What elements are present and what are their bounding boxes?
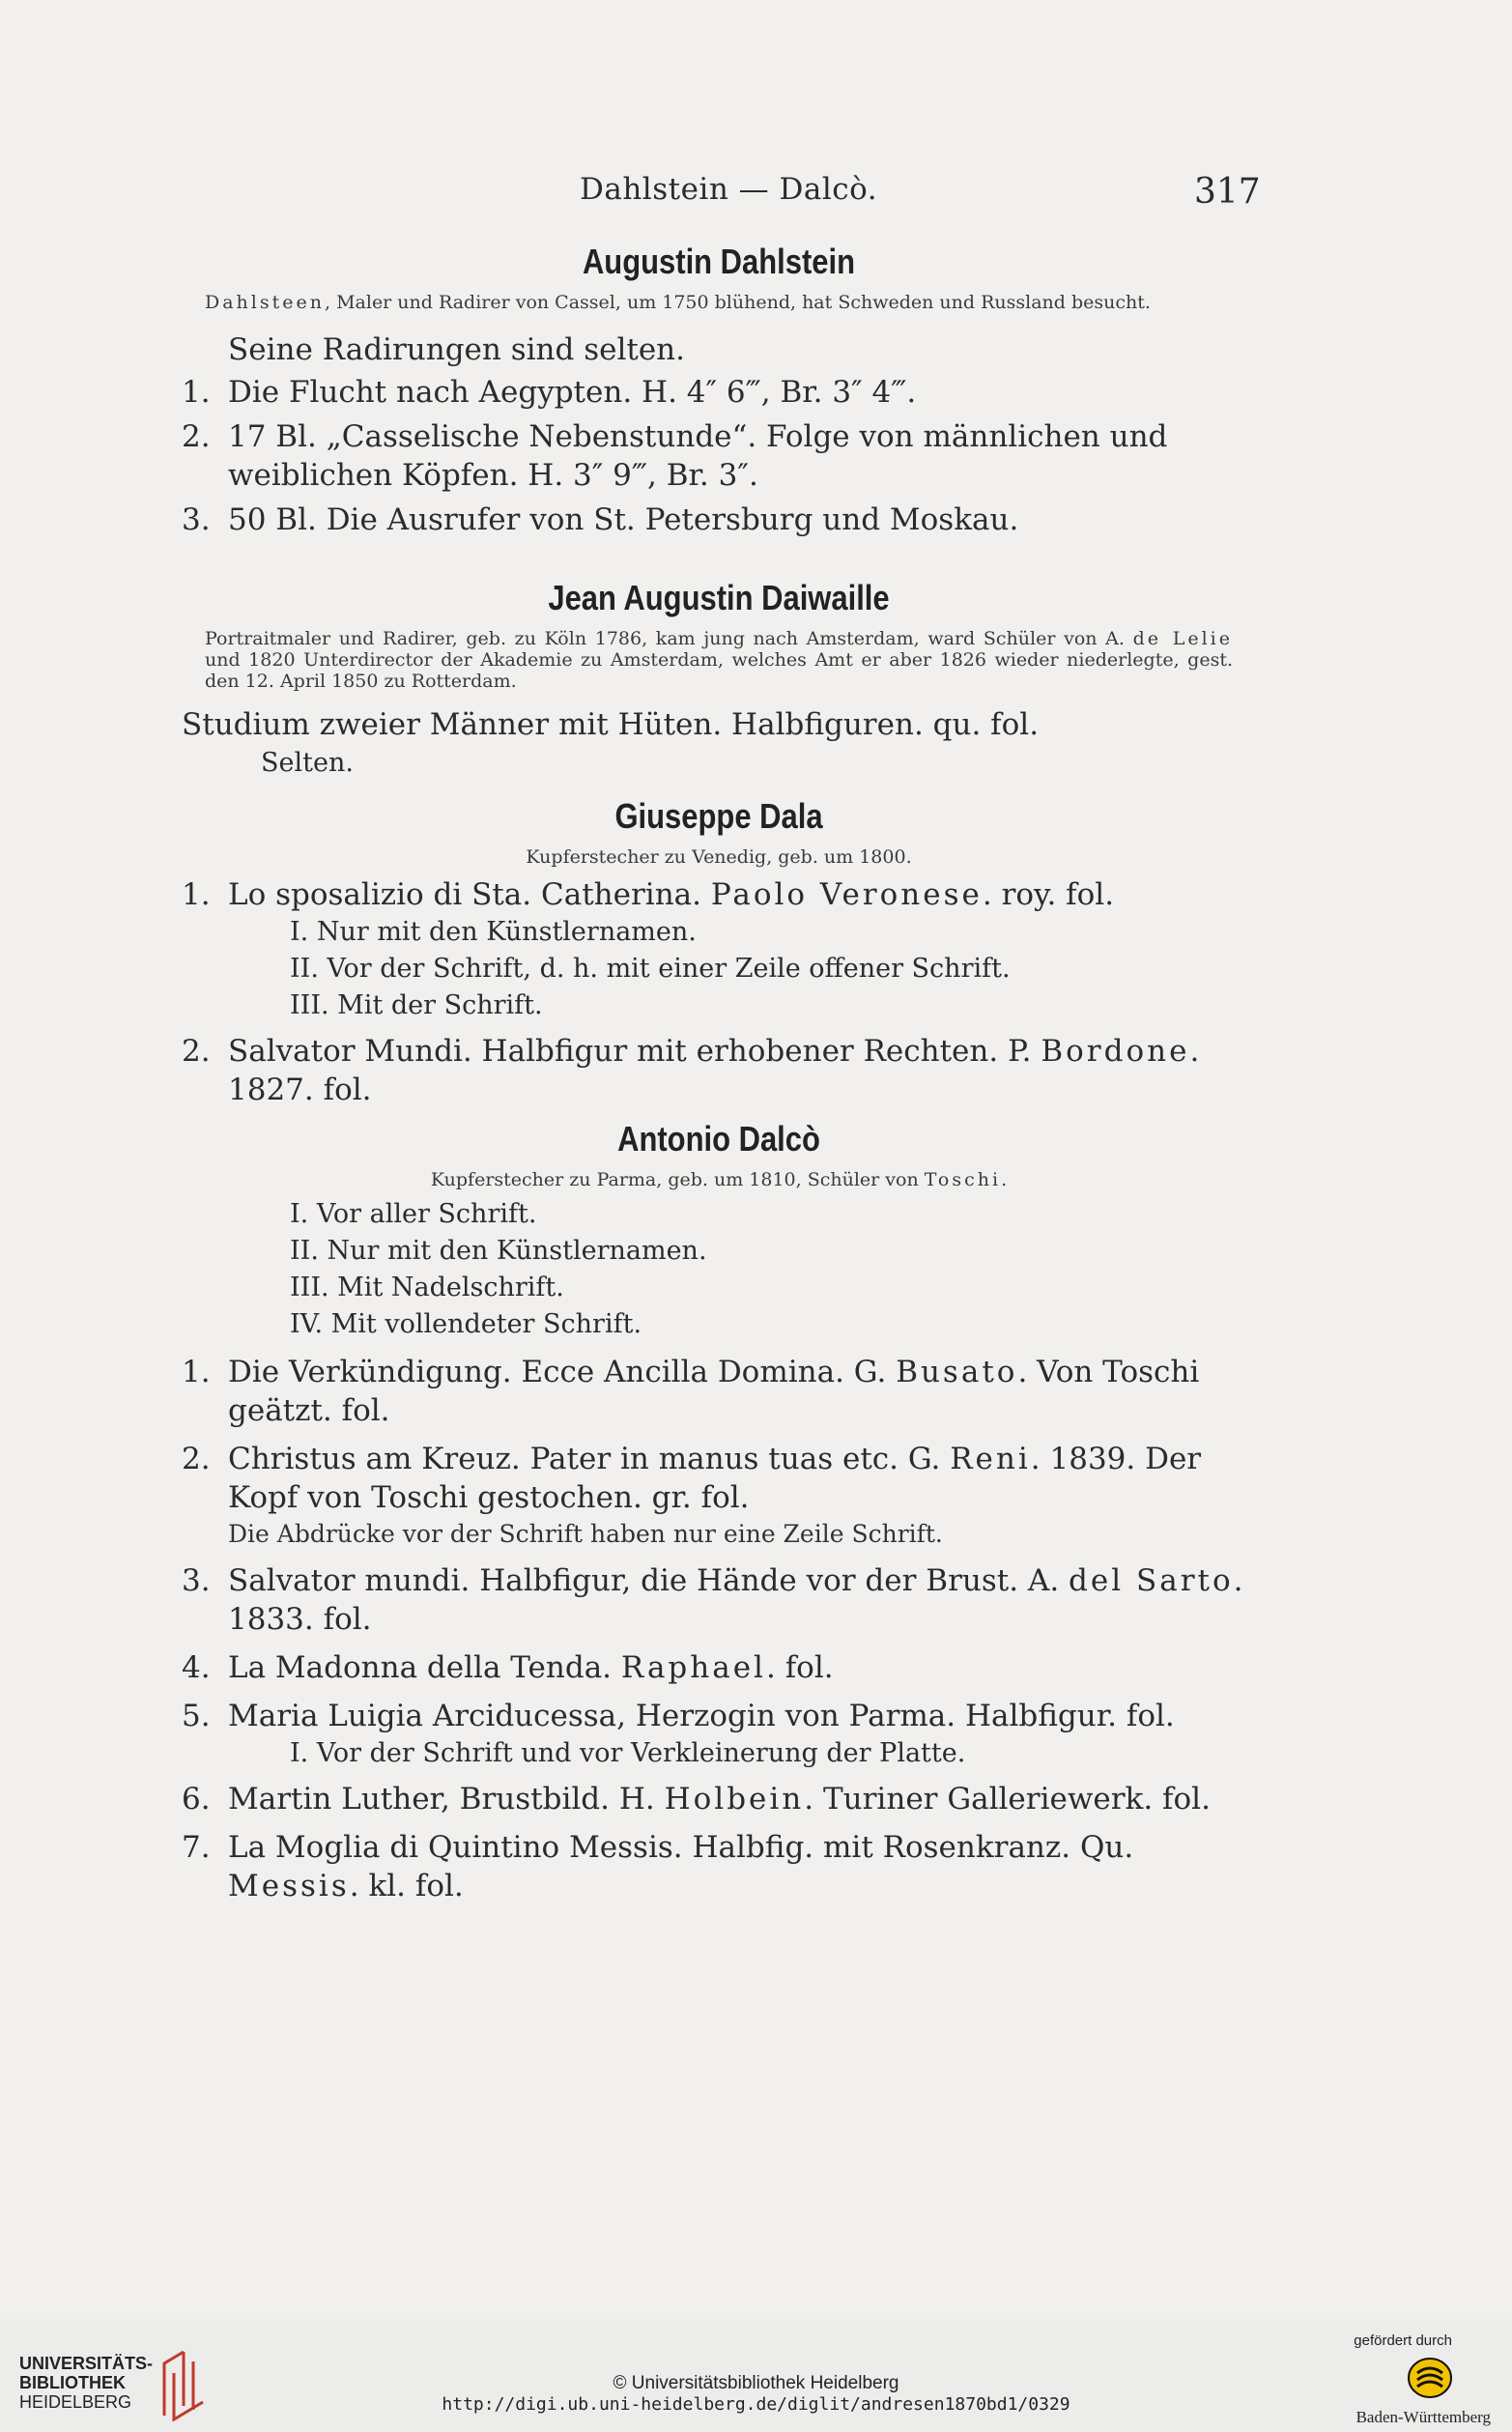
bio-text: .	[1001, 1169, 1008, 1190]
catalog-entry	[182, 1697, 1256, 1735]
entry-text: . fol.	[765, 1650, 834, 1685]
artist-heading: Augustin Dahlstein	[582, 242, 856, 281]
catalog-entry	[182, 417, 1256, 495]
print-state: III. Mit Nadelschrift.	[290, 1273, 564, 1302]
catalog-entry	[182, 1828, 1256, 1905]
catalog-entry	[182, 1561, 1256, 1639]
entry-text: Salvator mundi. Halbfigur, die Hände vor der Brust. A.	[228, 1563, 1070, 1598]
catalog-entry	[182, 1440, 1256, 1517]
bio-text: Portraitmaler und Radirer, geb. zu Köln 1786, kam jung nach Amsterdam, ward Schüler von A.	[205, 628, 1133, 649]
bio-name: Dahlsteen	[205, 292, 325, 313]
entry-number: 2.	[182, 1034, 211, 1069]
entry-text: Martin Luther, Brustbild. H.	[228, 1782, 665, 1817]
entry-text: La Madonna della Tenda.	[228, 1650, 621, 1685]
entry-number: 2.	[182, 1442, 211, 1476]
print-state: III. Mit der Schrift.	[290, 990, 543, 1020]
engraver-name: Raphael	[620, 1650, 766, 1685]
library-line: UNIVERSITÄTS-	[19, 2354, 154, 2373]
digital-library-footer	[0, 2319, 1512, 2432]
engraver-name: del Sarto	[1069, 1563, 1234, 1598]
entry-text: . kl. fol.	[349, 1869, 464, 1903]
entry-text: Christus am Kreuz. Pater in manus tuas etc. G.	[228, 1442, 951, 1476]
entry-number: 3.	[182, 1563, 211, 1598]
engraver-name: Holbein	[664, 1782, 805, 1817]
library-line: BIBLIOTHEK	[19, 2373, 126, 2392]
catalog-entry	[182, 875, 1256, 914]
entry-text: La Moglia di Quintino Messis. Halbfig. mit Rosenkranz. Qu.	[228, 1830, 1134, 1865]
catalog-entry	[182, 1353, 1256, 1430]
bio-text: Kupferstecher zu Parma, geb. um 1810, Schüler von	[430, 1169, 925, 1190]
artist-heading: Giuseppe Dala	[614, 796, 823, 836]
library-line: HEIDELBERG	[19, 2392, 132, 2412]
entry-note: Die Abdrücke vor der Schrift haben nur eine Zeile Schrift.	[228, 1520, 943, 1548]
catalog-line: Studium zweier Männer mit Hüten. Halbfiguren. qu. fol.	[182, 707, 1040, 742]
catalog-entry	[182, 1032, 1256, 1109]
entry-number: 1.	[182, 1355, 211, 1389]
artist-bio	[205, 628, 1233, 692]
entry-text: Salvator Mundi. Halbfigur mit erhobener Rechten. P.	[228, 1034, 1041, 1069]
entry-text: . 1833. fol.	[228, 1563, 1243, 1637]
permalink[interactable]: http://digi.ub.uni-heidelberg.de/diglit/andresen1870bd1/0329	[442, 2394, 1070, 2415]
engraver-name: Bordone	[1041, 1034, 1190, 1069]
entry-text: . Turiner Galleriewerk. fol.	[804, 1782, 1211, 1817]
entry-text: . 1827. fol.	[228, 1034, 1200, 1107]
entry-number: 5.	[182, 1699, 211, 1733]
entry-text: 17 Bl. „Casselische Nebenstunde“. Folge von männlichen und weiblichen Köpfen. H. 3″ 9‴, Br. 3″.	[228, 419, 1168, 493]
entry-number: 2.	[182, 419, 211, 454]
copyright-text: © Universitätsbibliothek Heidelberg	[613, 2373, 899, 2393]
entry-text: Lo sposalizio di Sta. Catherina.	[228, 877, 711, 912]
print-state: IV. Mit vollendeter Schrift.	[290, 1309, 642, 1339]
bio-text: , Maler und Radirer von Cassel, um 1750 blühend, hat Schweden und Russland besucht.	[325, 292, 1151, 313]
funded-by-label: gefördert durch	[1354, 2332, 1452, 2349]
entry-text: 50 Bl. Die Ausrufer von St. Petersburg und Moskau.	[228, 502, 1019, 537]
intro-line: Seine Radirungen sind selten.	[228, 332, 685, 367]
entry-text: Die Verkündigung. Ecce Ancilla Domina. G.	[228, 1355, 897, 1389]
catalog-entry	[182, 501, 1256, 539]
page-body	[182, 242, 1256, 1905]
entry-number: 1.	[182, 375, 211, 410]
state-name: Baden-Württemberg	[1355, 2408, 1491, 2426]
bio-name: Toschi	[924, 1169, 1002, 1190]
running-head	[0, 172, 1512, 220]
print-state: I. Vor aller Schrift.	[290, 1199, 537, 1229]
print-state: II. Vor der Schrift, d. h. mit einer Zeile offener Schrift.	[290, 954, 1011, 984]
catalog-entry	[182, 373, 1256, 412]
artist-bio: Kupferstecher zu Venedig, geb. um 1800.	[526, 846, 912, 868]
bio-name: de Lelie	[1132, 628, 1233, 649]
state-crest-icon	[1406, 2354, 1454, 2407]
catalog-entry	[182, 1648, 1256, 1687]
entry-number: 4.	[182, 1650, 211, 1685]
engraver-name: Paolo Veronese	[710, 877, 983, 912]
entry-text: . 1839. Der Kopf von Toschi gestochen. gr. fol.	[228, 1442, 1202, 1515]
print-state: I. Nur mit den Künstlernamen.	[290, 917, 697, 947]
print-state: II. Nur mit den Künstlernamen.	[290, 1236, 707, 1266]
engraver-name: Busato	[896, 1355, 1018, 1389]
catalog-entry	[182, 1780, 1256, 1818]
entry-number: 7.	[182, 1830, 211, 1865]
artist-bio	[205, 1169, 1233, 1190]
artist-bio	[205, 292, 1233, 313]
entry-text: . Von Toschi geätzt. fol.	[228, 1355, 1200, 1428]
entry-note: I. Vor der Schrift und vor Verkleinerung der Platte.	[290, 1738, 966, 1768]
entry-number: 1.	[182, 877, 211, 912]
artist-heading: Jean Augustin Daiwaille	[548, 578, 890, 617]
entry-number: 6.	[182, 1782, 211, 1817]
running-title: Dahlstein — Dalcò.	[580, 172, 878, 207]
entry-number: 3.	[182, 502, 211, 537]
entry-text: . roy. fol.	[982, 877, 1115, 912]
entry-text: Maria Luigia Arciducessa, Herzogin von Parma. Halbfigur. fol.	[228, 1699, 1175, 1733]
page-number: 317	[1194, 172, 1261, 212]
bio-text: und 1820 Unterdirector der Akademie zu Amsterdam, welches Amt er aber 1826 wieder niederlegte, gest. den 12. April 1850 zu Rotterdam.	[205, 649, 1233, 692]
copyright-block	[0, 2373, 1512, 2416]
artist-heading: Antonio Dalcò	[617, 1119, 820, 1159]
engraver-name: Reni	[950, 1442, 1031, 1476]
rarity-note: Selten.	[261, 748, 354, 778]
engraver-name: Messis	[228, 1869, 350, 1903]
entry-text: Die Flucht nach Aegypten. H. 4″ 6‴, Br. 3″ 4‴.	[228, 375, 917, 410]
